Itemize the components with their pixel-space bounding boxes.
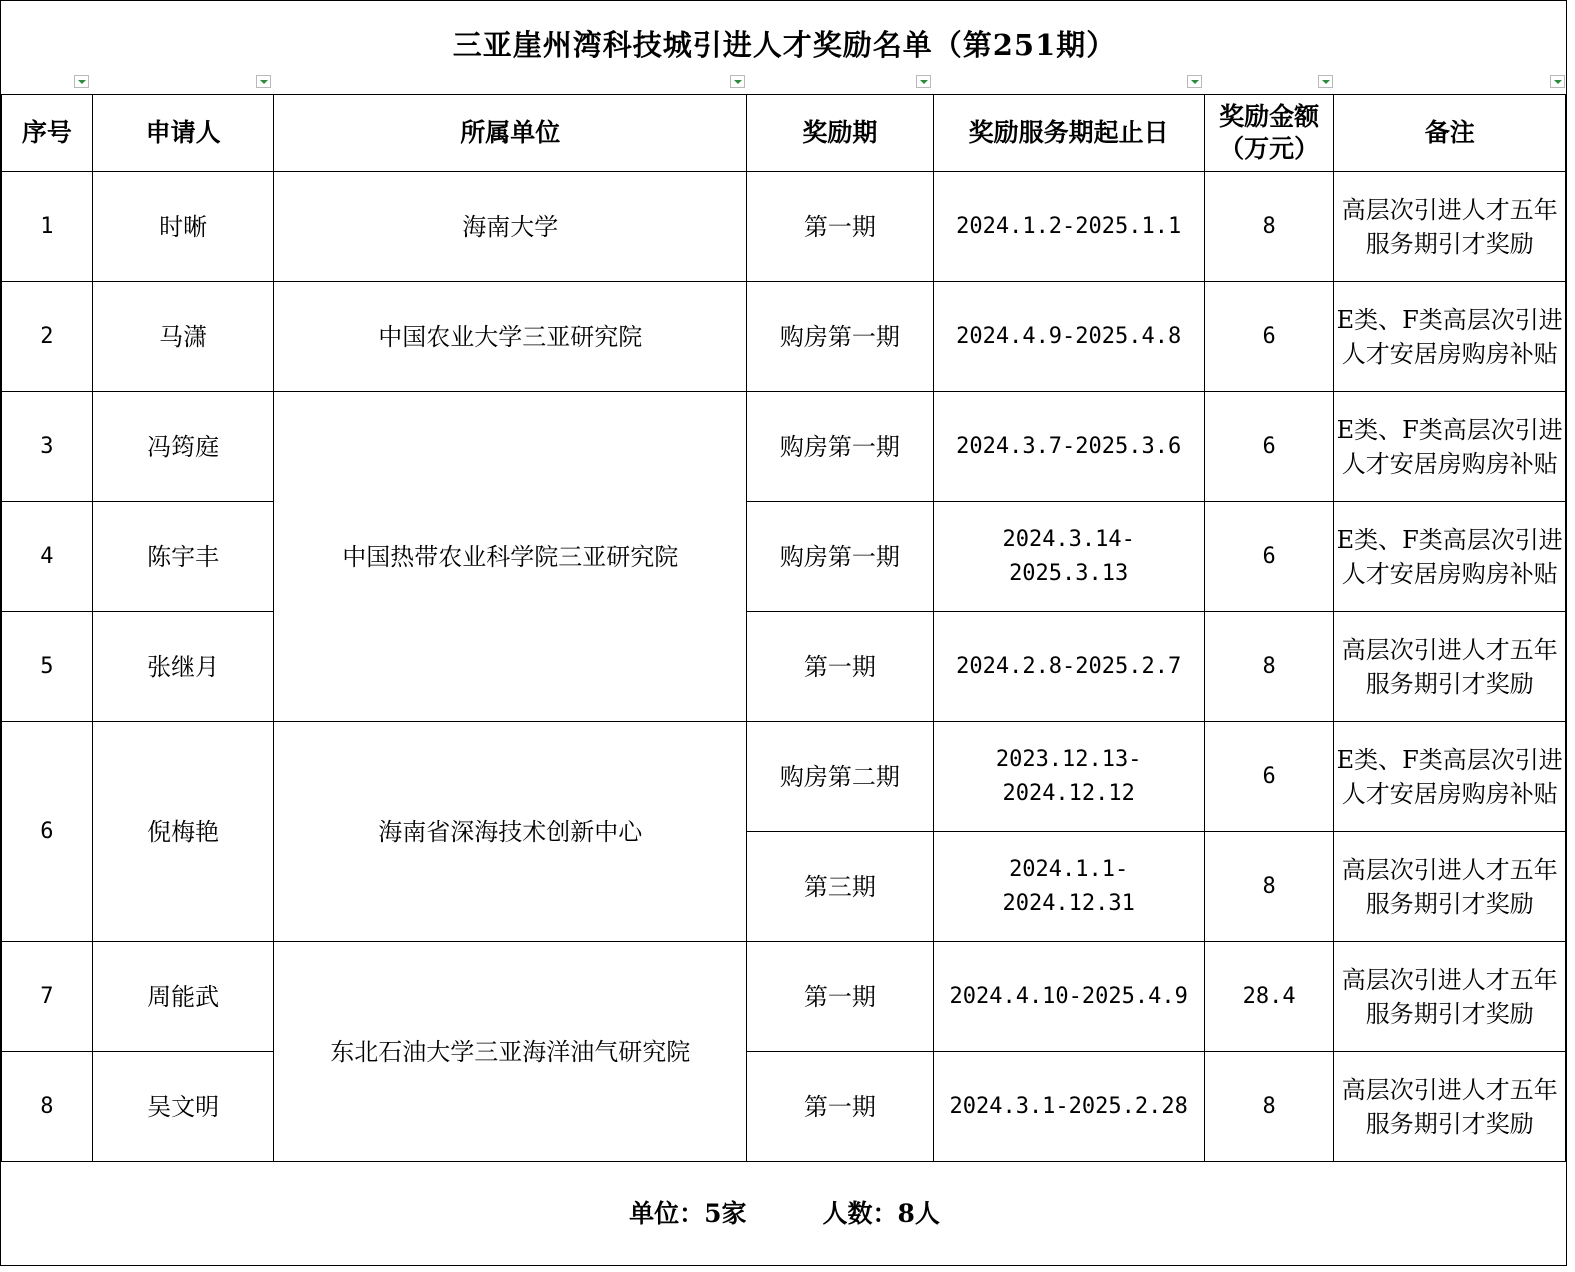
unit-count: 单位：5家 [629, 1199, 747, 1228]
cell-no[interactable]: 7 [2, 942, 93, 1052]
cell-dates[interactable]: 2024.4.10-2025.4.9 [933, 942, 1204, 1052]
cell-note[interactable]: 高层次引进人才五年服务期引才奖励 [1334, 612, 1566, 722]
cell-name[interactable]: 倪梅艳 [92, 722, 274, 942]
cell-note[interactable]: 高层次引进人才五年服务期引才奖励 [1334, 1052, 1566, 1162]
header-cell-dates[interactable]: 奖励服务期起止日 [933, 95, 1204, 172]
table-row [2, 1052, 1566, 1162]
table-row [2, 172, 1566, 282]
cell-period[interactable]: 购房第一期 [747, 502, 934, 612]
header-cell-unit[interactable]: 所属单位 [274, 95, 747, 172]
cell-no[interactable]: 1 [2, 172, 93, 282]
header-cell-period[interactable]: 奖励期 [747, 95, 934, 172]
cell-no[interactable]: 6 [2, 722, 93, 942]
cell-period[interactable]: 购房第二期 [747, 722, 934, 832]
cell-name[interactable]: 周能武 [92, 942, 274, 1052]
filter-dropdown-icon[interactable] [1550, 75, 1565, 88]
cell-no[interactable]: 3 [2, 392, 93, 502]
cell-dates[interactable]: 2023.12.13-2024.12.12 [933, 722, 1204, 832]
filter-dropdown-icon[interactable] [730, 75, 745, 88]
cell-amount[interactable]: 28.4 [1204, 942, 1334, 1052]
table-row [2, 722, 1566, 832]
cell-unit[interactable]: 中国农业大学三亚研究院 [274, 282, 747, 392]
cell-note[interactable]: 高层次引进人才五年服务期引才奖励 [1334, 832, 1566, 942]
cell-period[interactable]: 第三期 [747, 832, 934, 942]
cell-amount[interactable]: 6 [1204, 392, 1334, 502]
cell-period[interactable]: 第一期 [747, 1052, 934, 1162]
cell-unit[interactable]: 中国热带农业科学院三亚研究院 [274, 392, 747, 722]
cell-amount[interactable]: 6 [1204, 502, 1334, 612]
cell-dates[interactable]: 2024.1.1-2024.12.31 [933, 832, 1204, 942]
cell-dates[interactable]: 2024.4.9-2025.4.8 [933, 282, 1204, 392]
cell-name[interactable]: 陈宇丰 [92, 502, 274, 612]
cell-amount[interactable]: 8 [1204, 172, 1334, 282]
header-cell-no[interactable]: 序号 [2, 95, 93, 172]
header-cell-amount[interactable]: 奖励金额（万元） [1204, 95, 1334, 172]
table-row [2, 612, 1566, 722]
cell-unit[interactable]: 海南省深海技术创新中心 [274, 722, 747, 942]
header-cell-note[interactable]: 备注 [1334, 95, 1566, 172]
cell-dates[interactable]: 2024.3.7-2025.3.6 [933, 392, 1204, 502]
cell-amount[interactable]: 6 [1204, 722, 1334, 832]
cell-period[interactable]: 购房第一期 [747, 282, 934, 392]
header-row [2, 95, 1566, 172]
cell-dates[interactable]: 2024.1.2-2025.1.1 [933, 172, 1204, 282]
table-row [2, 282, 1566, 392]
summary-footer [1, 1158, 1568, 1266]
cell-amount[interactable]: 8 [1204, 832, 1334, 942]
cell-name[interactable]: 吴文明 [92, 1052, 274, 1162]
table-row [2, 392, 1566, 502]
filter-dropdown-icon[interactable] [256, 75, 271, 88]
cell-no[interactable]: 2 [2, 282, 93, 392]
filter-dropdown-icon[interactable] [916, 75, 931, 88]
cell-period[interactable]: 第一期 [747, 612, 934, 722]
table-row [2, 502, 1566, 612]
people-count: 人数：8人 [822, 1199, 940, 1228]
cell-amount[interactable]: 6 [1204, 282, 1334, 392]
cell-no[interactable]: 8 [2, 1052, 93, 1162]
page-title: 三亚崖州湾科技城引进人才奖励名单（第251期） [452, 28, 1117, 62]
cell-dates[interactable]: 2024.3.1-2025.2.28 [933, 1052, 1204, 1162]
cell-no[interactable]: 4 [2, 502, 93, 612]
cell-note[interactable]: E类、F类高层次引进人才安居房购房补贴 [1334, 722, 1566, 832]
cell-dates[interactable]: 2024.2.8-2025.2.7 [933, 612, 1204, 722]
cell-period[interactable]: 购房第一期 [747, 392, 934, 502]
cell-amount[interactable]: 8 [1204, 612, 1334, 722]
cell-name[interactable]: 张继月 [92, 612, 274, 722]
cell-period[interactable]: 第一期 [747, 942, 934, 1052]
cell-note[interactable]: E类、F类高层次引进人才安居房购房补贴 [1334, 392, 1566, 502]
cell-note[interactable]: 高层次引进人才五年服务期引才奖励 [1334, 942, 1566, 1052]
cell-name[interactable]: 马潇 [92, 282, 274, 392]
cell-note[interactable]: E类、F类高层次引进人才安居房购房补贴 [1334, 282, 1566, 392]
filter-dropdown-icon[interactable] [74, 75, 89, 88]
filter-dropdown-icon[interactable] [1318, 75, 1333, 88]
cell-name[interactable]: 冯筠庭 [92, 392, 274, 502]
award-table [1, 94, 1566, 1162]
cell-note[interactable]: 高层次引进人才五年服务期引才奖励 [1334, 172, 1566, 282]
filter-dropdown-icon[interactable] [1187, 75, 1202, 88]
cell-unit[interactable]: 海南大学 [274, 172, 747, 282]
cell-name[interactable]: 时晰 [92, 172, 274, 282]
header-cell-name[interactable]: 申请人 [92, 95, 274, 172]
cell-note[interactable]: E类、F类高层次引进人才安居房购房补贴 [1334, 502, 1566, 612]
cell-amount[interactable]: 8 [1204, 1052, 1334, 1162]
cell-unit[interactable]: 东北石油大学三亚海洋油气研究院 [274, 942, 747, 1162]
table-row [2, 942, 1566, 1052]
cell-dates[interactable]: 2024.3.14-2025.3.13 [933, 502, 1204, 612]
cell-no[interactable]: 5 [2, 612, 93, 722]
cell-period[interactable]: 第一期 [747, 172, 934, 282]
